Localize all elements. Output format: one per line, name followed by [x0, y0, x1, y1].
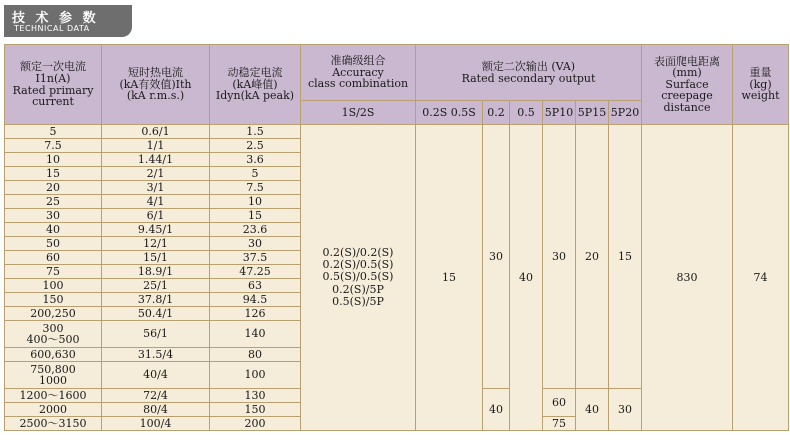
- thermal-current-cell: 2/1: [102, 167, 210, 181]
- header-dynamic-current: 动稳定电流 (kA峰值) Idyn(kA peak): [210, 45, 301, 125]
- creepage-value-cell: 830: [642, 125, 733, 431]
- primary-current-cell: 30: [5, 209, 102, 223]
- primary-current-cell: 15: [5, 167, 102, 181]
- dynamic-current-cell: 130: [210, 389, 301, 403]
- header-thermal-current: 短时热电流 (kA有效值)Ith (kA r.m.s.): [102, 45, 210, 125]
- thermal-current-cell: 12/1: [102, 237, 210, 251]
- output-02-lower-cell: 40: [483, 389, 510, 431]
- dynamic-current-cell: 30: [210, 237, 301, 251]
- header-primary-current: 额定一次电流 I1n(A) Rated primary current: [5, 45, 102, 125]
- weight-value-cell: 74: [733, 125, 789, 431]
- thermal-current-cell: 9.45/1: [102, 223, 210, 237]
- subheader-1s-2s: 1S/2S: [301, 101, 416, 125]
- primary-current-cell: 75: [5, 265, 102, 279]
- output-5p20-lower-cell: 30: [609, 389, 642, 431]
- header-secondary-output: 额定二次输出 (VA) Rated secondary output: [416, 45, 642, 101]
- header-accuracy-class: 准确级组合 Accuracy class combination: [301, 45, 416, 101]
- thermal-current-cell: 37.8/1: [102, 293, 210, 307]
- dynamic-current-cell: 23.6: [210, 223, 301, 237]
- output-05-cell: 40: [510, 125, 543, 431]
- technical-data-banner: [4, 5, 132, 37]
- output-5p15-upper-cell: 20: [576, 125, 609, 389]
- thermal-current-cell: 0.6/1: [102, 125, 210, 139]
- dynamic-current-cell: 47.25: [210, 265, 301, 279]
- dynamic-current-cell: 94.5: [210, 293, 301, 307]
- thermal-current-cell: 4/1: [102, 195, 210, 209]
- accuracy-combinations-cell: 0.2(S)/0.2(S) 0.2(S)/0.5(S) 0.5(S)/0.5(S) 0.2(S)/5P 0.5(S)/5P: [301, 125, 416, 431]
- primary-current-cell: 1200～1600: [5, 389, 102, 403]
- thermal-current-cell: 31.5/4: [102, 348, 210, 362]
- dynamic-current-cell: 1.5: [210, 125, 301, 139]
- primary-current-cell: 200,250: [5, 307, 102, 321]
- dynamic-current-cell: 15: [210, 209, 301, 223]
- output-5p20-upper-cell: 15: [609, 125, 642, 389]
- dynamic-current-cell: 150: [210, 403, 301, 417]
- subheader-02: 0.2: [483, 101, 510, 125]
- primary-current-cell: 5: [5, 125, 102, 139]
- thermal-current-cell: 72/4: [102, 389, 210, 403]
- subheader-5p10: 5P10: [543, 101, 576, 125]
- banner-title: 技 术 参 数: [12, 11, 99, 26]
- dynamic-current-cell: 100: [210, 362, 301, 389]
- output-02s-05s-cell: 15: [416, 125, 483, 431]
- dynamic-current-cell: 7.5: [210, 181, 301, 195]
- primary-current-cell: 2000: [5, 403, 102, 417]
- primary-current-cell: 7.5: [5, 139, 102, 153]
- dynamic-current-cell: 63: [210, 279, 301, 293]
- thermal-current-cell: 100/4: [102, 417, 210, 431]
- primary-current-cell: 750,800 1000: [5, 362, 102, 389]
- header-weight: 重量 (kg) weight: [733, 45, 789, 125]
- thermal-current-cell: 50.4/1: [102, 307, 210, 321]
- thermal-current-cell: 1/1: [102, 139, 210, 153]
- primary-current-cell: 60: [5, 251, 102, 265]
- dynamic-current-cell: 200: [210, 417, 301, 431]
- dynamic-current-cell: 3.6: [210, 153, 301, 167]
- dynamic-current-cell: 126: [210, 307, 301, 321]
- primary-current-cell: 100: [5, 279, 102, 293]
- banner-subtitle: TECHNICAL DATA: [14, 24, 90, 33]
- subheader-05: 0.5: [510, 101, 543, 125]
- dynamic-current-cell: 140: [210, 321, 301, 348]
- subheader-5p15: 5P15: [576, 101, 609, 125]
- output-5p15-lower-cell: 40: [576, 389, 609, 431]
- output-5p10-mid-cell: 60: [543, 389, 576, 417]
- thermal-current-cell: 80/4: [102, 403, 210, 417]
- thermal-current-cell: 15/1: [102, 251, 210, 265]
- thermal-current-cell: 18.9/1: [102, 265, 210, 279]
- dynamic-current-cell: 37.5: [210, 251, 301, 265]
- thermal-current-cell: 56/1: [102, 321, 210, 348]
- primary-current-cell: 20: [5, 181, 102, 195]
- thermal-current-cell: 1.44/1: [102, 153, 210, 167]
- primary-current-cell: 600,630: [5, 348, 102, 362]
- primary-current-cell: 10: [5, 153, 102, 167]
- table-row: [5, 125, 789, 139]
- output-5p10-upper-cell: 30: [543, 125, 576, 389]
- primary-current-cell: 50: [5, 237, 102, 251]
- primary-current-cell: 300 400～500: [5, 321, 102, 348]
- primary-current-cell: 40: [5, 223, 102, 237]
- dynamic-current-cell: 5: [210, 167, 301, 181]
- primary-current-cell: 2500～3150: [5, 417, 102, 431]
- thermal-current-cell: 3/1: [102, 181, 210, 195]
- thermal-current-cell: 6/1: [102, 209, 210, 223]
- dynamic-current-cell: 2.5: [210, 139, 301, 153]
- thermal-current-cell: 25/1: [102, 279, 210, 293]
- dynamic-current-cell: 80: [210, 348, 301, 362]
- thermal-current-cell: 40/4: [102, 362, 210, 389]
- output-02-upper-cell: 30: [483, 125, 510, 389]
- primary-current-cell: 150: [5, 293, 102, 307]
- subheader-5p20: 5P20: [609, 101, 642, 125]
- output-5p10-lower-cell: 75: [543, 417, 576, 431]
- header-creepage-distance: 表面爬电距离 (mm) Surface creepage distance: [642, 45, 733, 125]
- primary-current-cell: 25: [5, 195, 102, 209]
- subheader-02s-05s: 0.2S 0.5S: [416, 101, 483, 125]
- dynamic-current-cell: 10: [210, 195, 301, 209]
- technical-data-table: [4, 44, 789, 431]
